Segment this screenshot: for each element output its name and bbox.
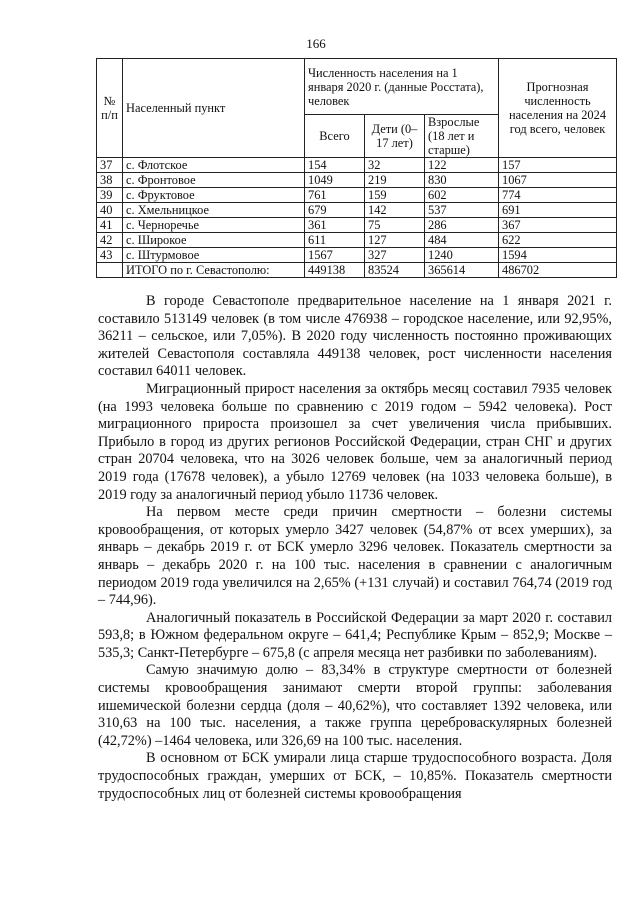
row-number: 37: [97, 158, 123, 173]
total-children: 83524: [365, 263, 425, 278]
total-adults: 365614: [425, 263, 499, 278]
row-children: 32: [365, 158, 425, 173]
row-forecast: 157: [499, 158, 617, 173]
table-row: [97, 248, 617, 263]
row-total: 1567: [305, 248, 365, 263]
total-forecast: 486702: [499, 263, 617, 278]
header-adults: Взрослые (18 лет и старше): [425, 115, 499, 158]
row-adults: 484: [425, 233, 499, 248]
table-row: [97, 218, 617, 233]
row-forecast: 367: [499, 218, 617, 233]
row-total: 154: [305, 158, 365, 173]
table-row: [97, 233, 617, 248]
row-settlement: с. Фронтовое: [123, 173, 305, 188]
paragraph: На первом месте среди причин смертности – болезни системы кровообращения, от которых умерло 3427 человек (54,87% от всех умерших), за январь – декабрь 2019 г. от БСК умерло 3296 человек. Показатель смертности за январь – декабрь 2020 г. на 100 тыс. населения в сравнении с аналогичным периодом 2019 года увеличился на 2,65% (+131 случай) и составил 764,74 (2019 год – 744,96).: [98, 504, 612, 609]
row-children: 142: [365, 203, 425, 218]
row-forecast: 774: [499, 188, 617, 203]
page-number: 166: [306, 36, 326, 51]
row-children: 327: [365, 248, 425, 263]
header-total: Всего: [305, 115, 365, 158]
header-forecast: Прогнозная численность населения на 2024 год всего, человек: [499, 59, 617, 158]
row-number: 43: [97, 248, 123, 263]
row-children: 159: [365, 188, 425, 203]
row-children: 127: [365, 233, 425, 248]
row-adults: 122: [425, 158, 499, 173]
header-number: № п/п: [97, 59, 123, 158]
row-settlement: с. Хмельницкое: [123, 203, 305, 218]
row-number: 40: [97, 203, 123, 218]
row-settlement: с. Флотское: [123, 158, 305, 173]
total-label: ИТОГО по г. Севастополю:: [123, 263, 305, 278]
header-settlement: Населенный пункт: [123, 59, 305, 158]
row-adults: 602: [425, 188, 499, 203]
population-table: [96, 58, 617, 278]
row-adults: 1240: [425, 248, 499, 263]
total-row: [97, 263, 617, 278]
row-adults: 286: [425, 218, 499, 233]
row-children: 219: [365, 173, 425, 188]
row-number: 42: [97, 233, 123, 248]
row-total: 611: [305, 233, 365, 248]
row-forecast: 1594: [499, 248, 617, 263]
paragraph: Аналогичный показатель в Российской Федерации за март 2020 г. составил 593,8; в Южном федеральном округе – 641,4; Республике Крым – 852,9; Москве – 535,3; Санкт-Петербурге – 675,8 (с апреля месяца нет разбивки по заболеваниям).: [98, 609, 612, 661]
paragraph: Миграционный прирост населения за октябрь месяц составил 7935 человек (на 1993 человека больше по сравнению с 2019 годом – 5942 человека). Рост миграционного прироста произошел за счет увеличения числа прибывших. Прибыло в город из других регионов Российской Федерации, стран СНГ и других стран 20704 человека, что на 3026 человек больше, чем за аналогичный период 2019 года (17678 человек), а убыло 12769 человек (на 1033 человека больше), в 2019 году за аналогичный период убыло 11736 человек.: [98, 380, 612, 503]
row-forecast: 1067: [499, 173, 617, 188]
row-adults: 537: [425, 203, 499, 218]
row-number: 38: [97, 173, 123, 188]
row-forecast: 622: [499, 233, 617, 248]
header-children: Дети (0–17 лет): [365, 115, 425, 158]
body-text: [98, 293, 612, 803]
row-total: 679: [305, 203, 365, 218]
total-number-cell: [97, 263, 123, 278]
row-number: 39: [97, 188, 123, 203]
row-number: 41: [97, 218, 123, 233]
row-adults: 830: [425, 173, 499, 188]
paragraph: В основном от БСК умирали лица старше трудоспособного возраста. Доля трудоспособных граждан, умерших от БСК, – 10,85%. Показатель смертности трудоспособных лиц от болезней системы кровообращения: [98, 750, 612, 802]
row-total: 1049: [305, 173, 365, 188]
row-settlement: с. Черноречье: [123, 218, 305, 233]
table-row: [97, 188, 617, 203]
row-children: 75: [365, 218, 425, 233]
paragraph: В городе Севастополе предварительное население на 1 января 2021 г. составило 513149 человек (в том числе 476938 – городское население, или 92,95%, 36211 – сельское, или 7,05%). В 2020 году численность постоянно проживающих жителей Севастополя составляла 449138 человек, рост численности населения составил 64011 человек.: [98, 293, 612, 380]
table-row: [97, 173, 617, 188]
table-row: [97, 203, 617, 218]
row-settlement: с. Фруктовое: [123, 188, 305, 203]
row-total: 761: [305, 188, 365, 203]
table-row: [97, 158, 617, 173]
header-population-group: Численность населения на 1 января 2020 г. (данные Росстата), человек: [305, 59, 499, 115]
total-total: 449138: [305, 263, 365, 278]
row-forecast: 691: [499, 203, 617, 218]
paragraph: Самую значимую долю – 83,34% в структуре смертности от болезней системы кровообращения занимают смерти второй группы: заболевания ишемической болезни сердца (доля – 40,62%), что составляет 1392 человека, или 310,63 на 100 тыс. населения, а также группа цереброваскулярных болезней (42,72%) –1464 человека, или 326,69 на 100 тыс. населения.: [98, 662, 612, 749]
row-total: 361: [305, 218, 365, 233]
row-settlement: с. Широкое: [123, 233, 305, 248]
row-settlement: с. Штурмовое: [123, 248, 305, 263]
